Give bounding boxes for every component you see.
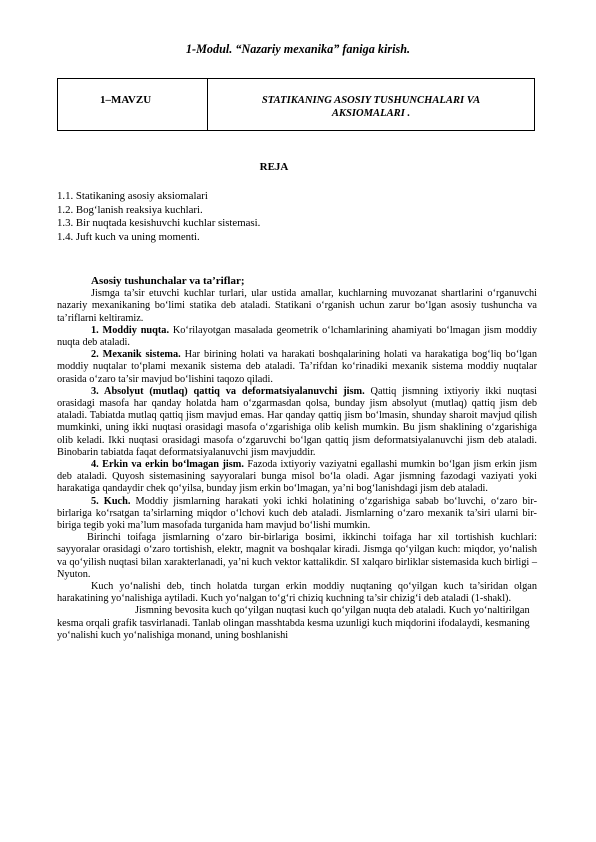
topic-title bbox=[208, 79, 534, 130]
plan-item: 1.1. Statikaning asosiy aksiomalari bbox=[57, 190, 208, 202]
section-heading: Asosiy tushunchalar va ta’riflar; bbox=[91, 275, 245, 287]
paragraph: Jismga ta’sir etuvchi kuchlar turlari, ular ustida amallar, kuchlarning muvozanat shartlarini o‘rganuvchi nazariy mexanikaning bo‘limi statika deb ataladi. Statikani o‘rganish uchun zarur bo‘lgan asosiy tushuncha va ta’riflarni keltiramiz. bbox=[57, 288, 537, 324]
topic-box bbox=[57, 78, 535, 131]
body-text bbox=[57, 275, 537, 642]
paragraph-rigid-body: 3. Absolyut (mutlaq) qattiq va deformatsiyalanuvchi jism. Qattiq jismning ixtiyoriy ikki nuqtasi orasidagi masofa har qanday holatda ham o‘zgarmasdan qolsa, bunday jism absolyut (mutlaq) qattiq jism deb ataladi. Tabiatda mutlaq qattiq jism mavjud emas. Har qanday qattiq jism bo‘lmasin, shunday sharoit mavjud qilish mumkinki, uning ikki nuqtasi orasidagi masofa o‘zgarishiga olib kelish mumkin. Bu jism shaklining o‘zgarishiga olib keladi. Ikki nuqtasi orasidagi masofa o‘zgaruvchi bo‘lgan qattiq jism deformatsiyalanuvchi jism deb ataladi. Binobarin tabiatda faqat deformatsiyalanuvchi jism mavjuddir. bbox=[57, 385, 537, 458]
paragraph-lead: 3. Absolyut (mutlaq) qattiq va deformatsiyalanuvchi jism. bbox=[91, 385, 365, 397]
paragraph-force: 5. Kuch. Moddiy jismlarning harakati yoki ichki holatining o‘zgarishiga sabab bo‘luvchi, o‘zaro bir-birlariga ko‘rsatgan ta’sirlarning miqdor o‘lchovi kuch deb ataladi. Jismlarning o‘zaro mexanik ta’siri ularni bir-biriga tegib yoki ma’lum masofada turganida ham mavjud bo‘lishi mumkin. bbox=[57, 495, 538, 532]
paragraph-lead: 4. Erkin va erkin bo‘lmagan jism. bbox=[91, 459, 244, 471]
topic-title-line1: STATIKANING ASOSIY TUSHUNCHALARI VA bbox=[261, 95, 481, 106]
plan-item: 1.4. Juft kuch va uning momenti. bbox=[57, 230, 200, 243]
plan-title: REJA bbox=[259, 161, 289, 173]
paragraph-material-point: 1. Moddiy nuqta. Ko‘rilayotgan masalada geometrik o‘lchamlarining ahamiyati bo‘lmagan jism moddiy nuqta deb ataladi. bbox=[57, 324, 537, 349]
paragraph-lead: 2. Mexanik sistema. bbox=[91, 349, 181, 361]
topic-title-line2: AKSIOMALARI . bbox=[331, 108, 411, 119]
paragraph-free-body: 4. Erkin va erkin bo‘lmagan jism. Fazoda ixtiyoriy vaziyatni egallashi mumkin bo‘lgan jism erkin jism deb ataladi. Quyosh sistemasining sayyoralari bunga misol bo‘la oladi. Agar jismning fazodagi vaziyati yoki harakatiga qandaydir chek qo‘yilsa, bunday jism erkin bo‘lmagan, ya’ni bog‘lanishdagi jism deb ataladi. bbox=[57, 459, 537, 495]
plan-list bbox=[57, 190, 260, 244]
paragraph: Jismning bevosita kuch qo‘yilgan nuqtasi kuch qo‘yilgan nuqta deb ataladi. Kuch yo‘naltirilgan kesma orqali grafik tasvirlanadi. Tanlab olingan masshtabda kesma uzunligi kuch miqdorini ifodalaydi, kesmaning yo‘nalishi kuch yo‘nalishiga monand, uning boshlanishi bbox=[57, 605, 530, 641]
paragraph: Birinchi toifaga jismlarning o‘zaro bir-birlariga bosimi, ikkinchi toifaga har xil tortishish kuchlari: sayyoralar orasidagi o‘zaro tortishish, elektr, magnit va boshqalar kiradi. Jismga qo‘yilgan kuch: miqdor, yo‘nalish va qo‘yilish nuqtasi bilan xarakterlanadi, ya’ni kuch vektor kattalikdir. SI xalqaro birliklar sistemasida kuch birligi – Nyuton. bbox=[57, 532, 537, 580]
paragraph-mechanical-system: 2. Mexanik sistema. Har birining holati va harakati boshqalarining holati va harakatiga bog‘liq bo‘lgan moddiy nuqtalar to‘plami mexanik sistema deb ataladi. Ta’rifdan ko‘rinadiki mexanik sistema moddiy nuqtalar orasida o‘zaro ta’sir mavjud bo‘lishini taqozo qiladi. bbox=[57, 349, 537, 385]
topic-number: 1–MAVZU bbox=[58, 79, 208, 130]
plan-item: 1.3. Bir nuqtada kesishuvchi kuchlar sistemasi. bbox=[57, 217, 261, 229]
module-header: 1-Modul. “Nazariy mexanika” faniga kirish. bbox=[185, 42, 411, 56]
plan-item: 1.2. Bog‘lanish reaksiya kuchlari. bbox=[57, 203, 203, 216]
paragraph: Kuch yo‘nalishi deb, tinch holatda turgan erkin moddiy nuqtaning qo‘yilgan kuch ta’siridan olgan harakatining yo‘nalishiga aytiladi. Kuch yo‘nalgan to‘g‘ri chiziq kuchning ta’sir chizig‘i deb ataladi (1-shakl). bbox=[57, 581, 537, 605]
paragraph-lead: 5. Kuch. bbox=[91, 495, 131, 507]
paragraph-lead: 1. Moddiy nuqta. bbox=[91, 324, 170, 336]
